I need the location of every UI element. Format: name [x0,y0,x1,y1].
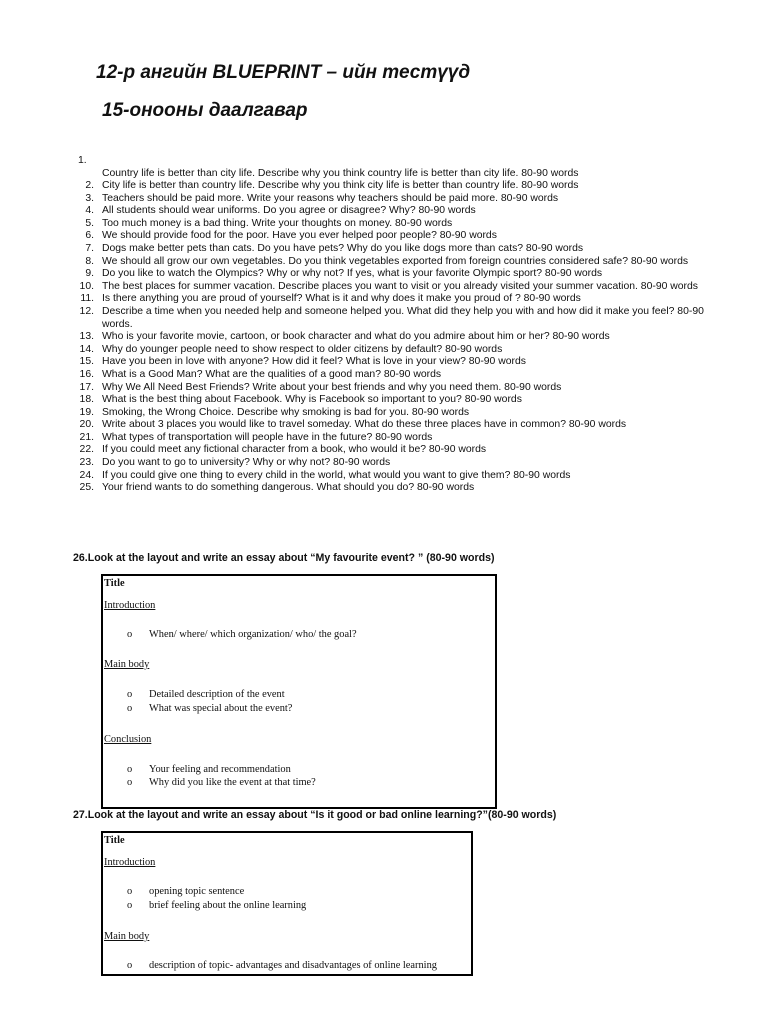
list-item [72,394,732,407]
layout-bullet [127,703,292,714]
list-item [72,382,732,395]
bullet-text: description of topic- advantages and disadvantages of online learning [149,960,437,971]
list-item [72,457,732,470]
question-text: Describe a time when you needed help and someone helped you. What did they help you with and how did it make you feel? 80-90 words. [102,305,704,330]
question-number: 6. [85,230,94,242]
question-number: 16. [79,368,94,380]
question-text: Your friend wants to do something dangerous. What should you do? 80-90 words [102,482,475,494]
bullet-mark: o [127,777,133,788]
list-item [72,281,732,294]
question-number: 15. [79,356,94,368]
question-text: We should provide food for the poor. Have you ever helped poor people? 80-90 words [102,230,497,242]
bullet-mark: o [127,689,133,700]
question-number: 7. [85,242,94,254]
layout-title: Title [104,835,125,846]
bullet-mark: o [127,764,133,775]
list-item [72,293,732,306]
list-item [72,230,732,243]
list-item [72,432,732,445]
question-text: Do you like to watch the Olympics? Why or why not? If yes, what is your favorite Olympic sport? 80-90 words [102,268,603,280]
question-text: Teachers should be paid more. Write your reasons why teachers should be paid more. 80-90 words [102,192,559,204]
question-text: Why do younger people need to show respect to older citizens by default? 80-90 words [102,343,503,355]
question-text: Why We All Need Best Friends? Write about your best friends and why you need them. 80-90 words [102,381,562,393]
question-number: 23. [79,457,94,469]
bullet-text: opening topic sentence [149,886,245,897]
list-item [72,243,732,256]
task-27-layout-box [101,831,473,976]
bullet-text: Why did you like the event at that time? [149,777,316,788]
question-number: 3. [85,192,94,204]
list-item [72,482,732,495]
list-item [72,444,732,457]
list-item [72,268,732,281]
list-item [72,218,732,231]
question-number: 5. [85,217,94,229]
layout-section-conclusion: Conclusion [104,734,152,745]
question-number: 21. [79,431,94,443]
document-subtitle: 15-онооны даалгавар [102,100,308,121]
bullet-text: Your feeling and recommendation [149,764,291,775]
list-item [72,180,732,193]
question-text: If you could give one thing to every child in the world, what would you want to give them? 80-90 words [102,469,571,481]
question-number: 1. [78,155,87,166]
question-number: 17. [79,381,94,393]
question-number: 25. [79,482,94,494]
question-number: 19. [79,406,94,418]
bullet-text: Detailed description of the event [149,689,285,700]
question-number: 11. [80,293,94,305]
list-item [72,155,732,180]
question-text: All students should wear uniforms. Do you agree or disagree? Why? 80-90 words [102,205,476,217]
question-text: What is a Good Man? What are the qualities of a good man? 80-90 words [102,368,442,380]
list-item [72,331,732,344]
bullet-mark: o [127,900,133,911]
question-text: Is there anything you are proud of yourself? What is it and why does it make you proud of ? 80-90 words [102,293,581,305]
task-26-layout-box [101,574,497,809]
question-text: If you could meet any fictional character from a book, who would it be? 80-90 words [102,444,487,456]
question-text: Country life is better than city life. Describe why you think country life is better than city life. 80-90 words [102,167,579,179]
question-text: What is the best thing about Facebook. Why is Facebook so important to you? 80-90 words [102,394,522,406]
list-item [72,419,732,432]
layout-bullet [127,777,316,788]
question-text: Write about 3 places you would like to travel someday. What do these three places have in common? 80-90 words [102,419,627,431]
bullet-text: What was special about the event? [149,703,293,714]
task-26-heading: 26.Look at the layout and write an essay about “My favourite event? ” (80-90 words) [73,552,495,564]
question-text: We should all grow our own vegetables. Do you think vegetables exported from foreign countries considered safe? 80-90 words [102,255,689,267]
question-text: Too much money is a bad thing. Write your thoughts on money. 80-90 words [102,217,453,229]
list-item [72,344,732,357]
layout-bullet [127,764,291,775]
question-number: 10. [79,280,94,292]
question-number: 24. [79,469,94,481]
question-text: What types of transportation will people have in the future? 80-90 words [102,431,433,443]
layout-section-main-body: Main body [104,931,150,942]
list-item [72,407,732,420]
bullet-mark: o [127,703,133,714]
list-item [72,470,732,483]
question-number: 4. [85,205,94,217]
layout-bullet [127,689,285,700]
question-number: 2. [85,180,94,191]
layout-section-introduction: Introduction [104,600,156,611]
layout-section-main-body: Main body [104,659,150,670]
list-item [72,306,732,331]
layout-bullet [127,960,437,971]
question-text: Smoking, the Wrong Choice. Describe why smoking is bad for you. 80-90 words [102,406,470,418]
bullet-mark: o [127,629,133,640]
bullet-mark: o [127,960,133,971]
question-number: 20. [79,419,94,431]
question-text: City life is better than country life. Describe why you think city life is better than country life. 80-90 words [102,180,579,191]
layout-bullet [127,886,244,897]
question-text: Who is your favorite movie, cartoon, or book character and what do you admire about him or her? 80-90 words [102,331,610,343]
list-item [72,193,732,206]
list-item [72,369,732,382]
bullet-mark: o [127,886,133,897]
layout-bullet [127,900,306,911]
layout-bullet [127,629,357,640]
question-number: 14. [79,343,94,355]
question-list [72,155,732,495]
question-number: 18. [79,394,94,406]
bullet-text: When/ where/ which organization/ who/ the goal? [149,629,357,640]
question-text: Dogs make better pets than cats. Do you have pets? Why do you like dogs more than cats? 80-90 words [102,242,584,254]
layout-section-introduction: Introduction [104,857,156,868]
question-number: 12. [79,305,94,317]
list-item [72,356,732,369]
question-number: 9. [85,268,94,280]
question-text: Do you want to go to university? Why or why not? 80-90 words [102,457,391,469]
document-title: 12-р ангийн BLUEPRINT – ийн тестүүд [96,62,471,83]
question-number: 8. [85,255,94,267]
bullet-text: brief feeling about the online learning [149,900,307,911]
list-item [72,256,732,269]
question-text: The best places for summer vacation. Describe places you want to visit or you already visited your summer vacation. 80-90 words [102,280,698,292]
question-text: Have you been in love with anyone? How did it feel? What is love in your view? 80-90 words [102,356,526,368]
question-number: 22. [79,444,94,456]
task-27-heading: 27.Look at the layout and write an essay about “Is it good or bad online learning?”(80-90 words) [73,809,557,821]
question-number: 13. [79,331,94,343]
list-item [72,205,732,218]
layout-title: Title [104,578,125,589]
